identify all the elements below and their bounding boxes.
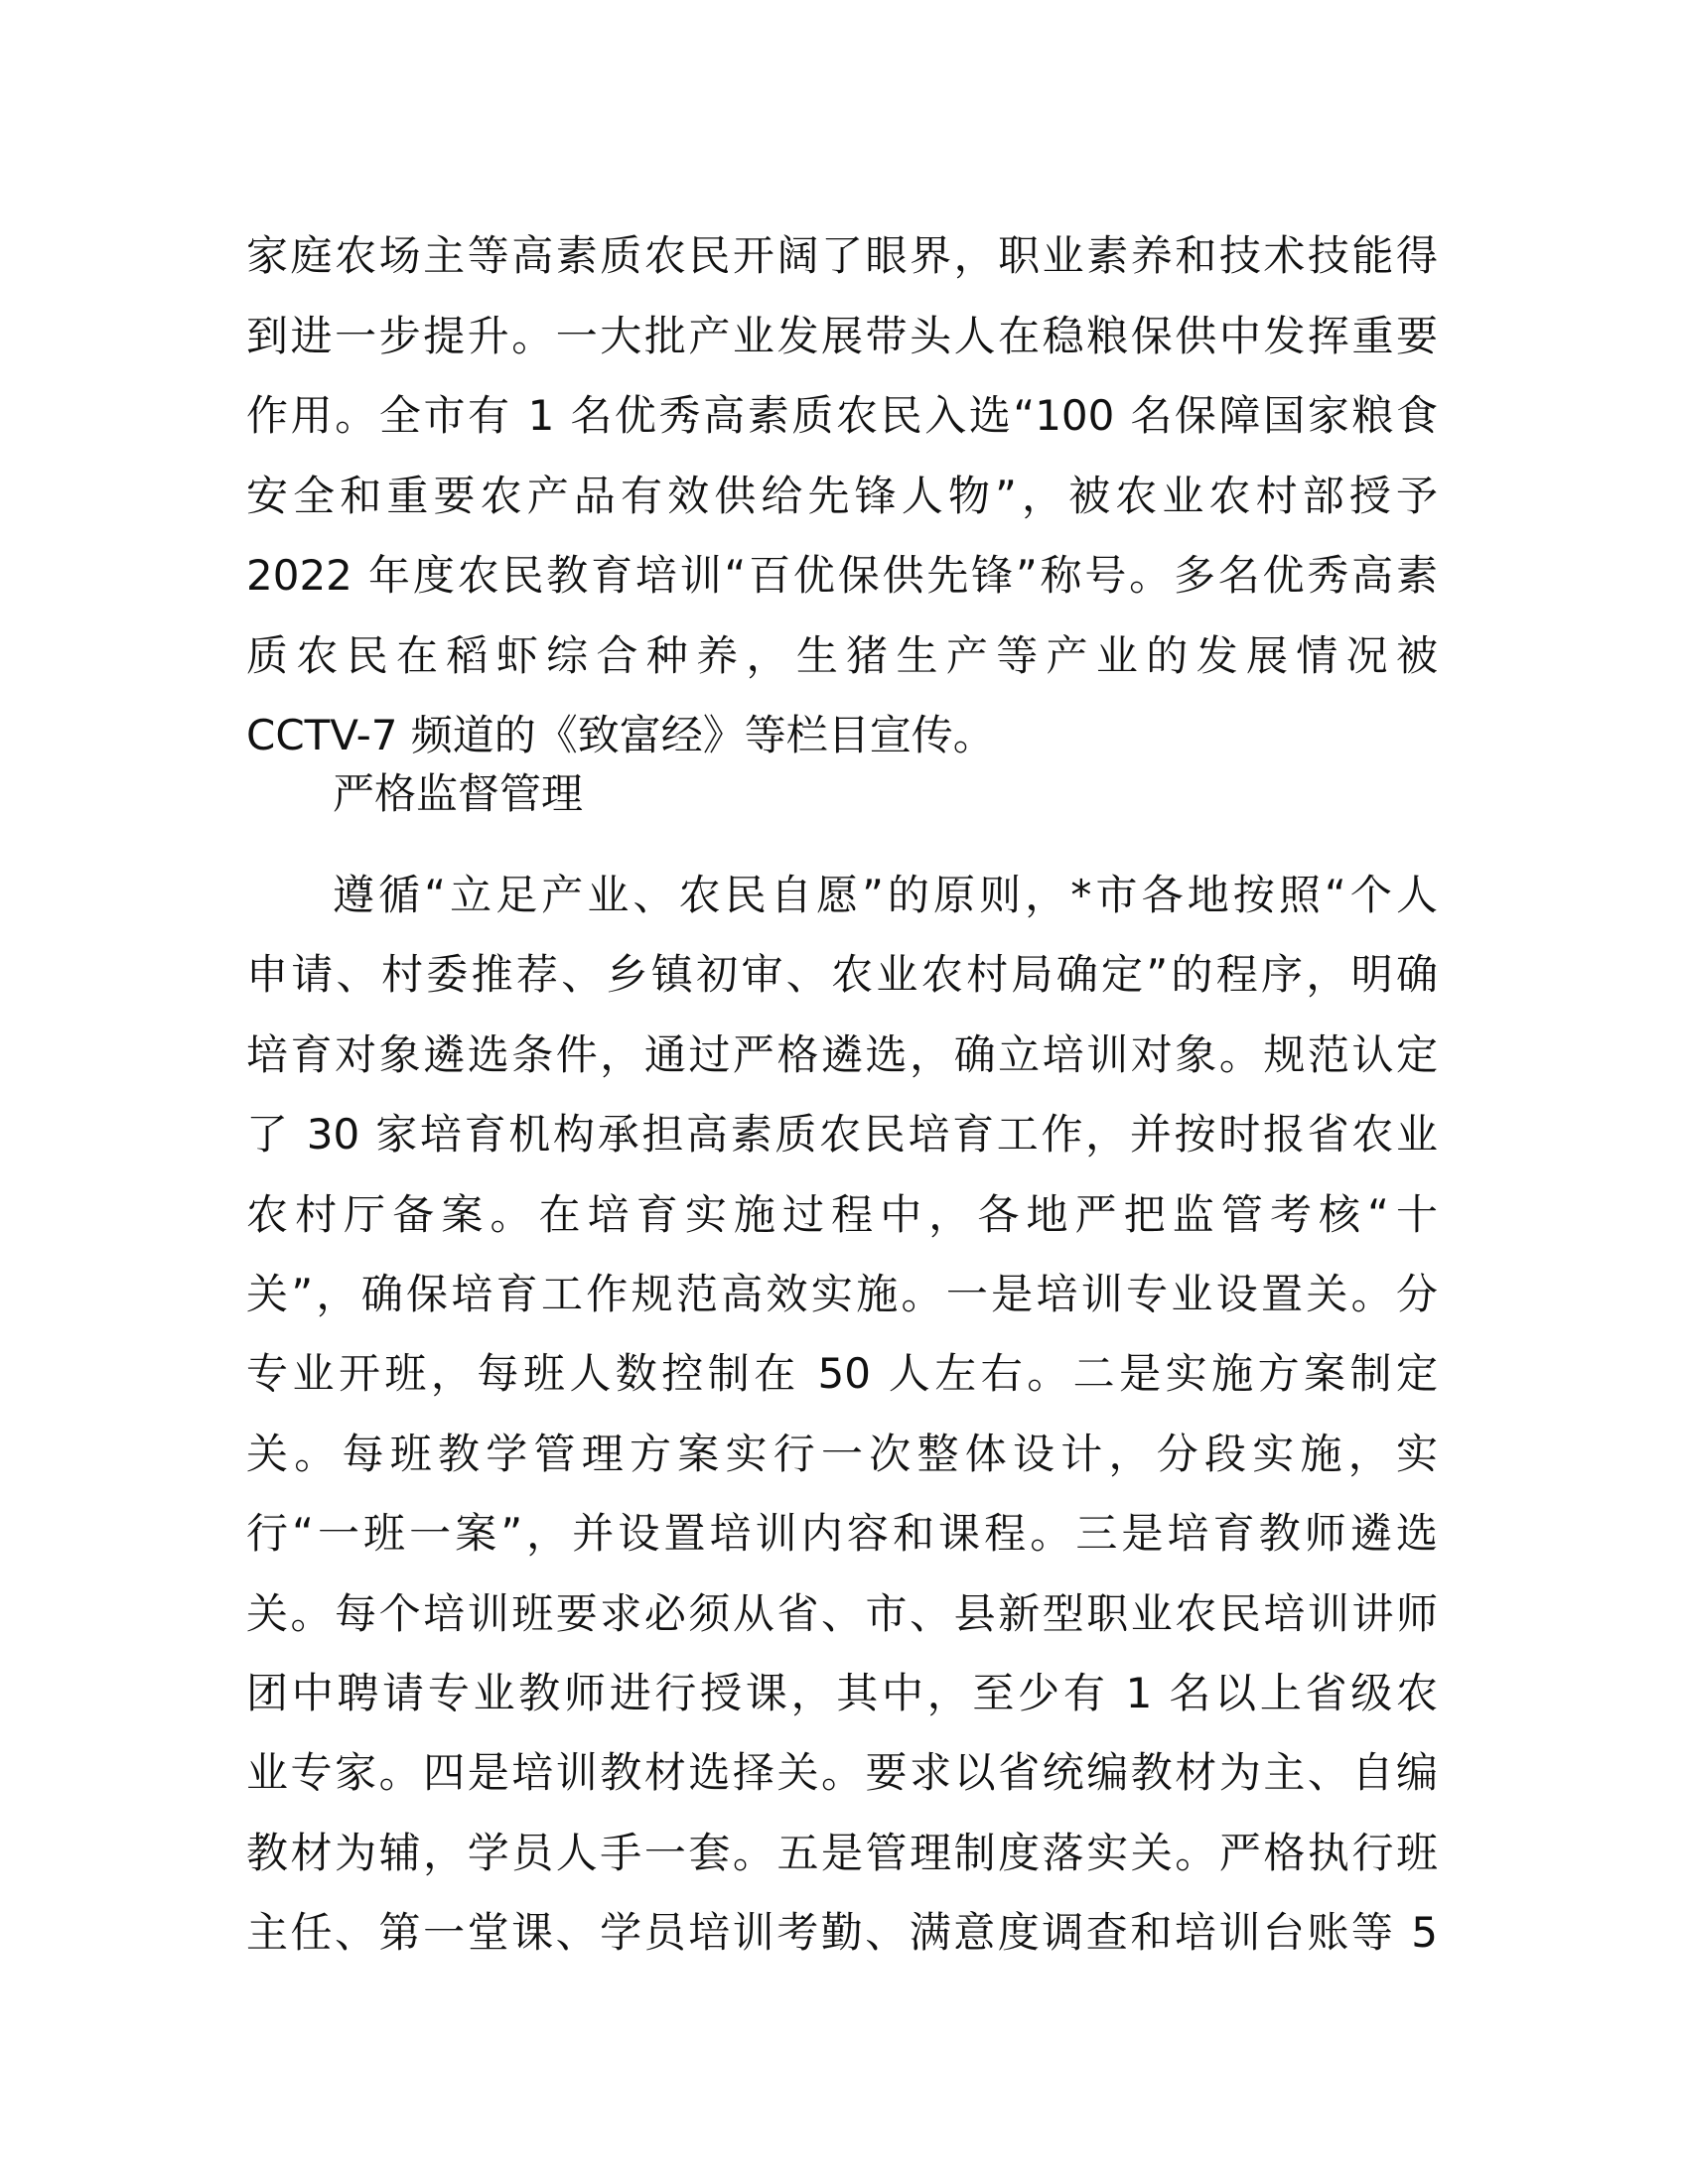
paragraph-line: 申请、村委推荐、乡镇初审、农业农村局确定”的程序，明确 [246, 950, 1438, 1000]
paragraph-line: 关”，确保培育工作规范高效实施。一是培训专业设置关。分 [246, 1269, 1438, 1318]
paragraph-line: CCTV-7 频道的《致富经》等栏目宣传。 [246, 711, 995, 759]
paragraph-line: 团中聘请专业教师进行授课，其中，至少有 1 名以上省级农 [246, 1668, 1438, 1717]
paragraph-line: 培育对象遴选条件，通过严格遴选，确立培训对象。规范认定 [246, 1029, 1438, 1079]
paragraph-line: 了 30 家培育机构承担高素质农民培育工作，并按时报省农业 [246, 1110, 1438, 1160]
paragraph-line: 安全和重要农产品有效供给先锋人物”，被农业农村部授予 [246, 471, 1438, 520]
paragraph-line: 关。每个培训班要求必须从省、市、县新型职业农民培训讲师 [246, 1588, 1438, 1638]
paragraph-line: 业专家。四是培训教材选择关。要求以省统编教材为主、自编 [246, 1748, 1438, 1798]
paragraph-line: 2022 年度农民教育培训“百优保供先锋”称号。多名优秀高素 [246, 551, 1438, 600]
paragraph-line: 行“一班一案”，并设置培训内容和课程。三是培育教师遴选 [246, 1509, 1438, 1559]
paragraph-line: 教材为辅，学员人手一套。五是管理制度落实关。严格执行班 [246, 1828, 1438, 1877]
paragraph-continued [246, 216, 1438, 776]
paragraph-line: 主任、第一堂课、学员培训考勤、满意度调查和培训台账等 5 [246, 1908, 1438, 1958]
paragraph-line: 农村厅备案。在培育实施过程中，各地严把监管考核“十 [246, 1189, 1438, 1239]
paragraph-line: 专业开班，每班人数控制在 50 人左右。二是实施方案制定 [246, 1349, 1438, 1399]
paragraph-line: 到进一步提升。一大批产业发展带头人在稳粮保供中发挥重要 [246, 311, 1438, 360]
paragraph-line: 作用。全市有 1 名优秀高素质农民入选“100 名保障国家粮食 [246, 391, 1438, 440]
paragraph-line: 关。每班教学管理方案实行一次整体设计，分段实施，实 [246, 1429, 1438, 1478]
paragraph-supervision [246, 856, 1438, 1973]
paragraph-line: 质农民在稻虾综合种养，生猪生产等产业的发展情况被 [246, 630, 1438, 680]
paragraph-line-indented: 遵循“立足产业、农民自愿”的原则，*市各地按照“个人 [333, 871, 1438, 919]
section-heading: 严格监督管理 [333, 769, 584, 818]
paragraph-line: 家庭农场主等高素质农民开阔了眼界，职业素养和技术技能得 [246, 231, 1438, 280]
